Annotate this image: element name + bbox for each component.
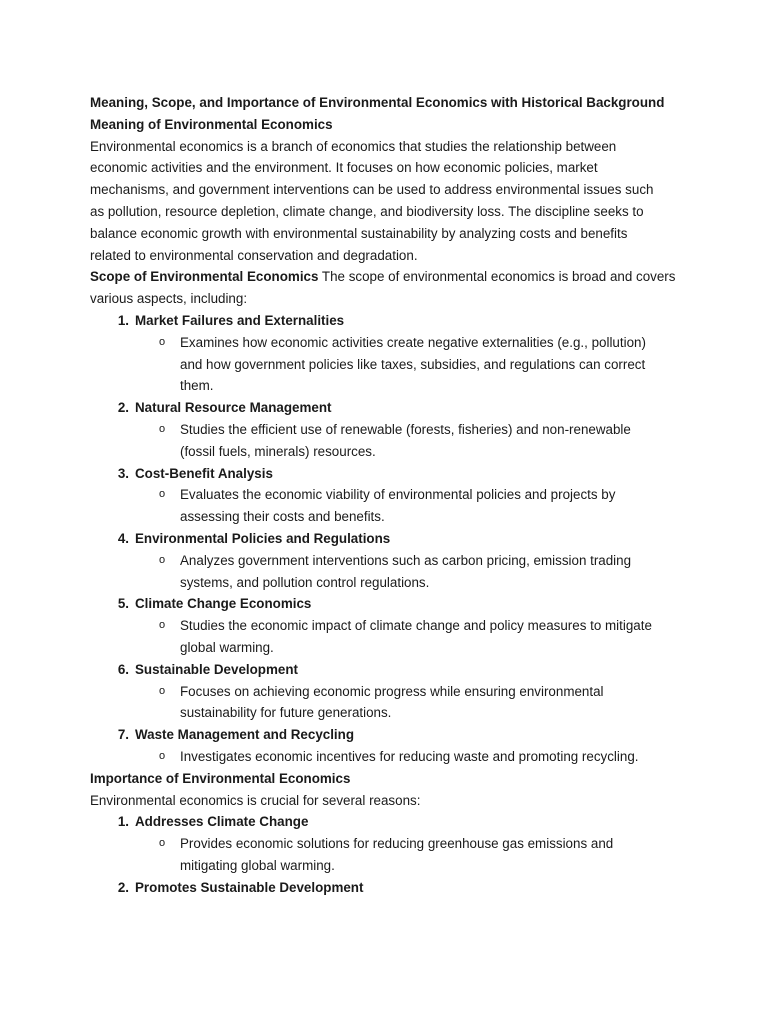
sub-bullet-line: Analyzes government interventions such as carbon pricing, emission trading xyxy=(180,552,632,568)
sub-bullet xyxy=(90,833,768,877)
sub-bullet-line: sustainability for future generations. xyxy=(180,705,392,721)
list-item-number: 1. xyxy=(117,312,129,328)
list-item-number: 2. xyxy=(117,879,129,895)
list-item-number: 7. xyxy=(117,727,129,743)
circle-bullet-icon: o xyxy=(159,488,166,501)
list-item xyxy=(90,310,768,332)
circle-bullet-icon: o xyxy=(159,619,166,632)
list-item-label: Natural Resource Management xyxy=(135,400,332,416)
list-item xyxy=(90,811,768,833)
sub-bullet-line: Studies the efficient use of renewable (forests, fisheries) and non-renewable xyxy=(180,421,631,437)
sub-bullet xyxy=(90,332,768,397)
list-item-label: Waste Management and Recycling xyxy=(135,727,355,743)
circle-bullet-icon: o xyxy=(159,749,166,762)
scope-list xyxy=(90,310,768,768)
circle-bullet-icon: o xyxy=(159,837,166,850)
circle-bullet-icon: o xyxy=(159,422,166,435)
circle-bullet-icon: o xyxy=(159,684,166,697)
list-item-label: Cost-Benefit Analysis xyxy=(135,465,273,481)
list-item xyxy=(90,397,768,419)
sub-bullet xyxy=(90,615,768,659)
circle-bullet-icon: o xyxy=(159,335,166,348)
circle-bullet-icon: o xyxy=(159,553,166,566)
sub-bullet-line: systems, and pollution control regulations. xyxy=(180,574,430,590)
sub-bullet-line: Evaluates the economic viability of environmental policies and projects by xyxy=(180,487,616,503)
list-item-number: 5. xyxy=(117,596,129,612)
paragraph-line: economic activities and the environment. It focuses on how economic policies, market xyxy=(90,160,598,176)
sub-bullet-line: Investigates economic incentives for reducing waste and promoting recycling. xyxy=(180,748,639,764)
document-title: Meaning, Scope, and Importance of Environmental Economics with Historical Background xyxy=(90,95,665,110)
list-item xyxy=(90,724,768,746)
sub-bullet-line: them. xyxy=(180,378,214,394)
paragraph-line: as pollution, resource depletion, climate change, and biodiversity loss. The discipline seeks to xyxy=(90,203,644,219)
list-item-label: Market Failures and Externalities xyxy=(135,312,345,328)
list-item-number: 6. xyxy=(117,661,129,677)
sub-bullet xyxy=(90,681,768,725)
scope-intro-line2: various aspects, including: xyxy=(90,291,248,307)
sub-bullet-line: and how government policies like taxes, subsidies, and regulations can correct xyxy=(180,356,646,372)
sub-bullet-line: assessing their costs and benefits. xyxy=(180,509,385,525)
sub-bullet xyxy=(90,550,768,594)
importance-list xyxy=(90,811,768,898)
sub-bullet xyxy=(90,484,768,528)
paragraph-line: Environmental economics is a branch of economics that studies the relationship between xyxy=(90,138,617,154)
sub-bullet-line: global warming. xyxy=(180,639,274,655)
importance-intro: Environmental economics is crucial for several reasons: xyxy=(90,792,421,808)
sub-bullet xyxy=(90,419,768,463)
sub-bullet-line: Focuses on achieving economic progress while ensuring environmental xyxy=(180,683,604,699)
list-item xyxy=(90,463,768,485)
list-item-label: Environmental Policies and Regulations xyxy=(135,530,391,546)
list-item-number: 1. xyxy=(117,814,129,830)
list-item xyxy=(90,593,768,615)
sub-bullet-line: Studies the economic impact of climate change and policy measures to mitigate xyxy=(180,618,652,634)
sub-bullet-line: Provides economic solutions for reducing greenhouse gas emissions and xyxy=(180,836,614,852)
list-item xyxy=(90,528,768,550)
paragraph-line: mechanisms, and government interventions can be used to address environmental issues such xyxy=(90,182,654,198)
list-item xyxy=(90,659,768,681)
scope-heading: Scope of Environmental Economics xyxy=(90,269,319,285)
paragraph-line: balance economic growth with environmental sustainability by analyzing costs and benefits xyxy=(90,225,628,241)
list-item-number: 4. xyxy=(117,530,129,546)
list-item xyxy=(90,877,768,899)
importance-heading: Importance of Environmental Economics xyxy=(90,770,351,786)
list-item-number: 2. xyxy=(117,400,129,416)
paragraph-line: related to environmental conservation and degradation. xyxy=(90,247,418,263)
list-item-label: Sustainable Development xyxy=(135,661,298,677)
list-item-label: Climate Change Economics xyxy=(135,596,312,612)
sub-bullet-line: (fossil fuels, minerals) resources. xyxy=(180,443,376,459)
list-item-label: Promotes Sustainable Development xyxy=(135,879,364,895)
meaning-heading: Meaning of Environmental Economics xyxy=(90,116,333,132)
list-item-label: Addresses Climate Change xyxy=(135,814,309,830)
sub-bullet-line: mitigating global warming. xyxy=(180,857,335,873)
meaning-paragraph xyxy=(90,136,768,267)
scope-intro-text: The scope of environmental economics is broad and covers xyxy=(318,269,676,285)
sub-bullet-line: Examines how economic activities create negative externalities (e.g., pollution) xyxy=(180,334,646,350)
scope-intro xyxy=(90,266,768,288)
sub-bullet xyxy=(90,746,768,768)
list-item-number: 3. xyxy=(117,465,129,481)
